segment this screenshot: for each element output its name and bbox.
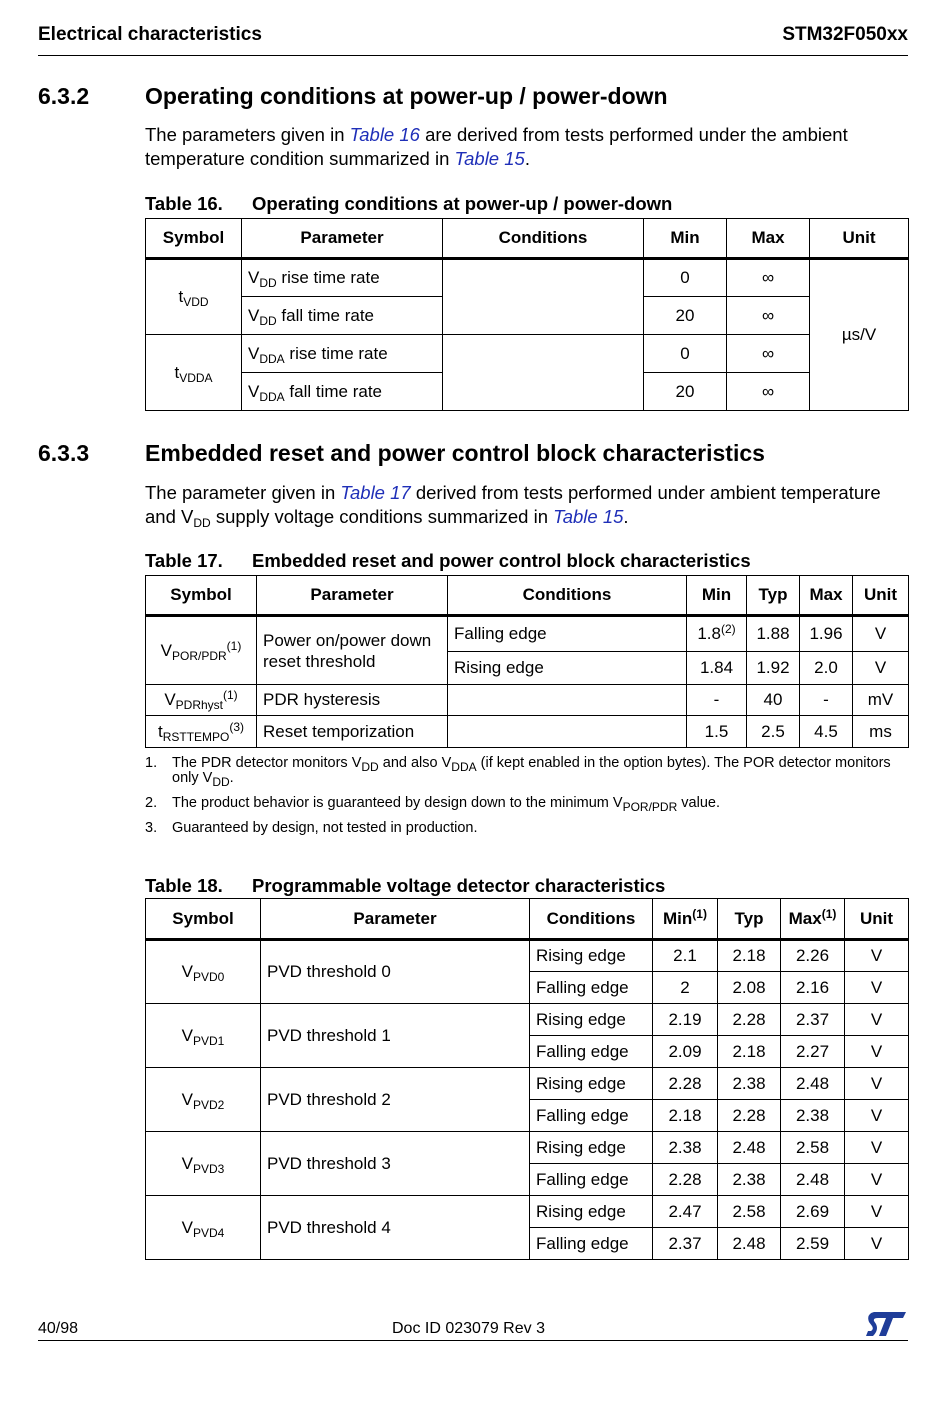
conditions-cell <box>443 259 644 335</box>
parameter-cell: $V_{DD}$ fall time rate <box>242 297 443 335</box>
section-number: 6.3.3 <box>38 440 90 466</box>
typ-cell: 1.88 <box>747 616 800 652</box>
page-number: 40/98 <box>38 1320 79 1337</box>
typ-cell: 2.38 <box>718 1068 781 1100</box>
footnote: 2. The product behavior is guaranteed by design down to the minimum $V_{POR/PDR}$ value. <box>145 795 720 814</box>
parameter-cell: PVD threshold 1 <box>261 1004 530 1068</box>
table-header-row <box>146 576 909 616</box>
table-17-link[interactable]: Table 17 <box>340 482 411 503</box>
parameter-cell: PVD threshold 4 <box>261 1196 530 1260</box>
parameter-cell: PVD threshold 3 <box>261 1132 530 1196</box>
footnote: 3. Guaranteed by design, not tested in production. <box>145 820 478 836</box>
min-cell: 2.28 <box>653 1164 718 1196</box>
table-row <box>146 716 909 748</box>
table-title: Programmable voltage detector characteristics <box>252 875 666 896</box>
min-cell: 1.84 <box>687 652 747 685</box>
para-text: are derived from tests performed under the ambient temperature condition summarized in <box>145 124 848 169</box>
table-15-link[interactable]: Table 15 <box>454 147 525 169</box>
min-cell: 2.28 <box>653 1068 718 1100</box>
col-header: Conditions <box>443 219 644 259</box>
conditions-cell: Rising edge <box>448 652 687 685</box>
col-header: Conditions <box>448 576 687 616</box>
table-17 <box>145 575 909 748</box>
typ-cell: 40 <box>747 685 800 716</box>
col-header: Symbol <box>146 899 261 940</box>
conditions-cell <box>443 335 644 411</box>
typ-cell: 2.18 <box>718 940 781 972</box>
max-cell: 2.16 <box>781 972 845 1004</box>
max-cell: 2.48 <box>781 1068 845 1100</box>
para-text: . <box>524 147 530 169</box>
max-cell: 4.5 <box>800 716 853 748</box>
parameter-cell: $V_{DD}$ rise time rate <box>242 259 443 297</box>
table-title: Operating conditions at power-up / power-down <box>252 193 673 214</box>
col-header: Parameter <box>242 219 443 259</box>
typ-cell: 2.18 <box>718 1036 781 1068</box>
col-header: Typ <box>747 576 800 616</box>
table-number: Table 17. <box>145 550 223 571</box>
table-15-link[interactable]: Table 15 <box>553 505 624 527</box>
min-cell: 1.8$^{(2)}$ <box>687 616 747 652</box>
col-header: Unit <box>853 576 909 616</box>
unit-cell: V <box>853 652 909 685</box>
footnote: 1. The PDR detector monitors $V_{DD}$ and also $V_{DDA}$ (if kept enabled in the option bytes). The POR detector monitors only $V_{DD}$. <box>145 755 891 789</box>
conditions-cell: Falling edge <box>530 1164 653 1196</box>
parameter-cell: Power on/power down reset threshold <box>257 616 448 685</box>
col-header: Symbol <box>146 219 242 259</box>
col-header: Typ <box>718 899 781 940</box>
typ-cell: 2.48 <box>718 1228 781 1260</box>
max-cell: 2.27 <box>781 1036 845 1068</box>
conditions-cell: Rising edge <box>530 1196 653 1228</box>
max-cell: ∞ <box>727 259 810 297</box>
typ-cell: 2.38 <box>718 1164 781 1196</box>
unit-cell: V <box>845 1004 909 1036</box>
conditions-cell <box>448 685 687 716</box>
unit-cell: V <box>845 1196 909 1228</box>
min-cell: 20 <box>644 297 727 335</box>
min-cell: 2 <box>653 972 718 1004</box>
parameter-cell: PVD threshold 2 <box>261 1068 530 1132</box>
table-18 <box>145 898 909 1260</box>
table-row <box>146 616 909 652</box>
unit-cell: V <box>853 616 909 652</box>
section-paragraph <box>145 123 910 170</box>
unit-cell: µs/V <box>810 259 909 411</box>
unit-cell: V <box>845 1228 909 1260</box>
table-number: Table 16. <box>145 193 223 214</box>
min-cell: 1.5 <box>687 716 747 748</box>
col-header: Min$^{(1)}$ <box>653 899 718 940</box>
header-section-title: Electrical characteristics <box>38 24 262 45</box>
max-cell: 2.69 <box>781 1196 845 1228</box>
parameter-cell: Reset temporization <box>257 716 448 748</box>
parameter-cell: PVD threshold 0 <box>261 940 530 1004</box>
table-header-row <box>146 899 909 940</box>
col-header: Conditions <box>530 899 653 940</box>
col-header: Max$^{(1)}$ <box>781 899 845 940</box>
table-row <box>146 685 909 716</box>
st-logo-icon <box>864 1310 908 1343</box>
parameter-cell: $V_{DDA}$ rise time rate <box>242 335 443 373</box>
table-title: Embedded reset and power control block characteristics <box>252 550 751 571</box>
min-cell: - <box>687 685 747 716</box>
symbol-cell: $V_{POR/PDR}^{(1)}$ <box>146 616 257 685</box>
para-text: supply voltage conditions summarized in <box>210 505 554 527</box>
para-text: . <box>623 505 629 527</box>
min-cell: 2.47 <box>653 1196 718 1228</box>
max-cell: 2.26 <box>781 940 845 972</box>
min-cell: 2.38 <box>653 1132 718 1164</box>
unit-cell: V <box>845 1036 909 1068</box>
col-header: Min <box>687 576 747 616</box>
table-row <box>146 1068 909 1100</box>
section-title: Operating conditions at power-up / power-down <box>145 83 668 109</box>
conditions-cell: Falling edge <box>530 1100 653 1132</box>
col-header: Unit <box>845 899 909 940</box>
table-16-link[interactable]: Table 16 <box>349 124 420 145</box>
symbol-cell: $V_{PVD4}$ <box>146 1196 261 1260</box>
min-cell: 2.19 <box>653 1004 718 1036</box>
col-header: Max <box>727 219 810 259</box>
parameter-cell: PDR hysteresis <box>257 685 448 716</box>
col-header: Parameter <box>261 899 530 940</box>
col-header: Max <box>800 576 853 616</box>
unit-cell: V <box>845 1068 909 1100</box>
page-footer <box>38 1318 908 1341</box>
symbol-cell: $V_{PDRhyst}^{(1)}$ <box>146 685 257 716</box>
min-cell: 2.09 <box>653 1036 718 1068</box>
table-header-row <box>146 219 909 259</box>
conditions-cell: Rising edge <box>530 1068 653 1100</box>
typ-cell: 2.28 <box>718 1004 781 1036</box>
para-text: The parameters given in <box>145 124 350 145</box>
typ-cell: 2.08 <box>718 972 781 1004</box>
unit-cell: V <box>845 1132 909 1164</box>
symbol-cell: $t_{VDD}$ <box>146 259 242 335</box>
unit-cell: mV <box>853 685 909 716</box>
max-cell: 2.58 <box>781 1132 845 1164</box>
max-cell: 1.96 <box>800 616 853 652</box>
header-product-name: STM32F050xx <box>782 24 908 45</box>
conditions-cell: Falling edge <box>530 1228 653 1260</box>
conditions-cell: Rising edge <box>530 940 653 972</box>
unit-cell: V <box>845 1164 909 1196</box>
max-cell: 2.59 <box>781 1228 845 1260</box>
col-header: Parameter <box>257 576 448 616</box>
symbol-cell: $t_{VDDA}$ <box>146 335 242 411</box>
max-cell: 2.48 <box>781 1164 845 1196</box>
para-text: The parameter given in <box>145 482 341 503</box>
conditions-cell: Falling edge <box>448 616 687 652</box>
table-row <box>146 940 909 972</box>
table-row <box>146 1132 909 1164</box>
max-cell: 2.38 <box>781 1100 845 1132</box>
symbol-cell: $V_{PVD0}$ <box>146 940 261 1004</box>
symbol-cell: $V_{PVD1}$ <box>146 1004 261 1068</box>
page-header <box>38 24 908 56</box>
typ-cell: 2.5 <box>747 716 800 748</box>
max-cell: ∞ <box>727 335 810 373</box>
doc-id: Doc ID 023079 Rev 3 <box>392 1320 545 1337</box>
col-header: Unit <box>810 219 909 259</box>
unit-cell: V <box>845 972 909 1004</box>
unit-cell: V <box>845 1100 909 1132</box>
unit-cell: V <box>845 940 909 972</box>
col-header: Symbol <box>146 576 257 616</box>
conditions-cell: Falling edge <box>530 972 653 1004</box>
conditions-cell: Rising edge <box>530 1004 653 1036</box>
min-cell: 0 <box>644 259 727 297</box>
min-cell: 2.1 <box>653 940 718 972</box>
symbol-cell: $V_{PVD2}$ <box>146 1068 261 1132</box>
conditions-cell: Rising edge <box>530 1132 653 1164</box>
typ-cell: 2.28 <box>718 1100 781 1132</box>
col-header: Min <box>644 219 727 259</box>
min-cell: 2.18 <box>653 1100 718 1132</box>
section-paragraph: The parameter given in Table 17 derived from tests performed under ambient temperature and $V_{DD}$ supply voltage conditions summarized in Table 15. <box>145 482 881 530</box>
para-text: derived from tests performed under ambient temperature and V <box>145 482 881 527</box>
min-cell: 20 <box>644 373 727 411</box>
section-title: Embedded reset and power control block characteristics <box>145 440 765 466</box>
conditions-cell <box>448 716 687 748</box>
max-cell: ∞ <box>727 297 810 335</box>
section-number: 6.3.2 <box>38 83 90 109</box>
max-cell: - <box>800 685 853 716</box>
max-cell: ∞ <box>727 373 810 411</box>
min-cell: 2.37 <box>653 1228 718 1260</box>
table-row <box>146 1196 909 1228</box>
table-17-notes <box>145 756 915 845</box>
max-cell: 2.0 <box>800 652 853 685</box>
min-cell: 0 <box>644 335 727 373</box>
table-number: Table 18. <box>145 875 223 896</box>
table-row <box>146 1004 909 1036</box>
table-row <box>146 335 909 373</box>
symbol-cell: $V_{PVD3}$ <box>146 1132 261 1196</box>
table-row <box>146 259 909 297</box>
max-cell: 2.37 <box>781 1004 845 1036</box>
conditions-cell: Falling edge <box>530 1036 653 1068</box>
symbol-cell: $t_{RSTTEMPO}^{(3)}$ <box>146 716 257 748</box>
typ-cell: 1.92 <box>747 652 800 685</box>
typ-cell: 2.58 <box>718 1196 781 1228</box>
typ-cell: 2.48 <box>718 1132 781 1164</box>
unit-cell: ms <box>853 716 909 748</box>
table-16 <box>145 218 909 411</box>
parameter-cell: $V_{DDA}$ fall time rate <box>242 373 443 411</box>
